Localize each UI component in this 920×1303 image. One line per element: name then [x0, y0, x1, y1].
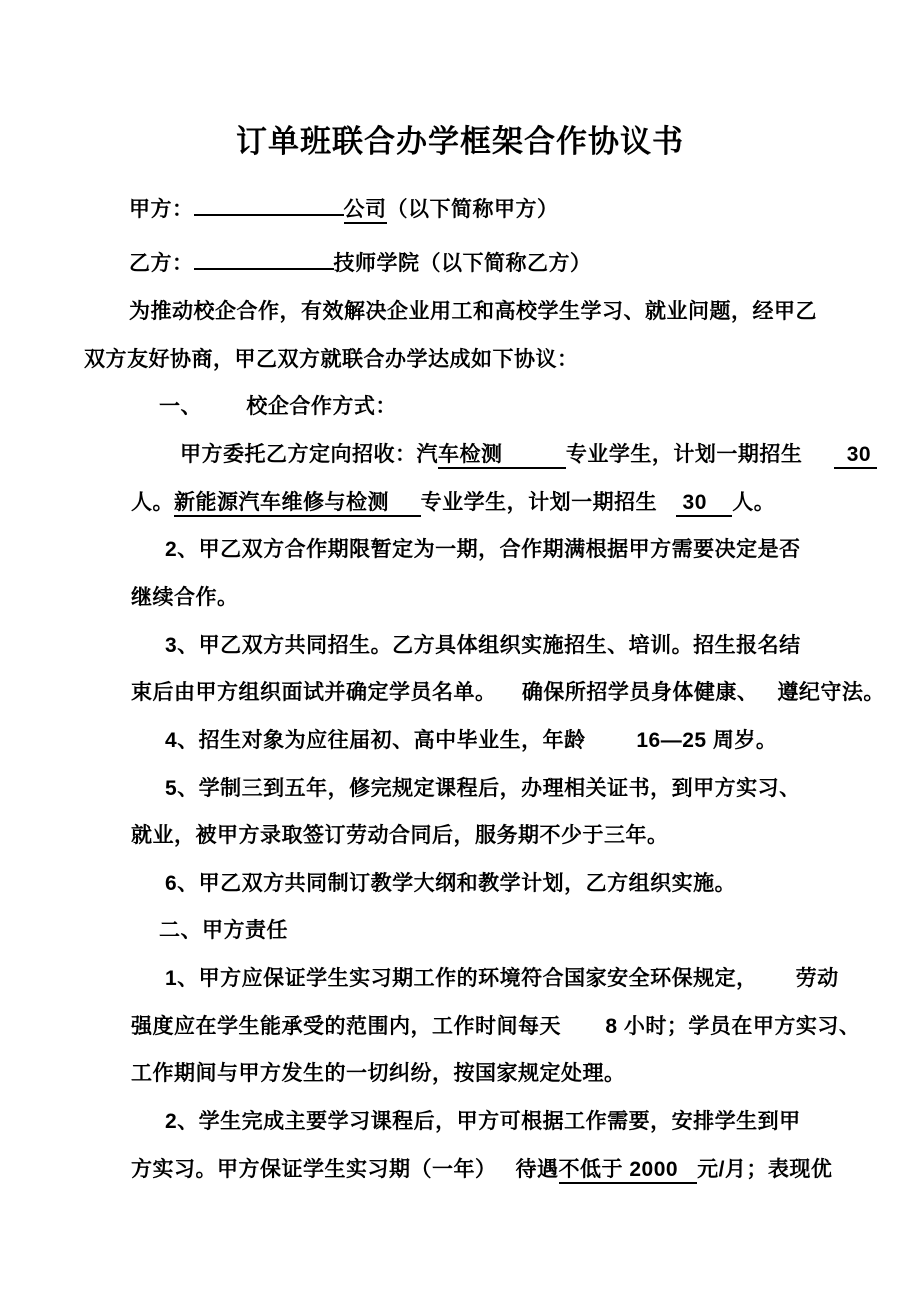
text-line	[131, 584, 239, 612]
text-line	[165, 870, 736, 898]
text-segment: 技师学院（以下简称乙方）	[333, 252, 592, 275]
text-segment: 2、甲乙双方合作期限暂定为一期，合作期满根据甲方需要决定是否	[165, 538, 801, 561]
text-line	[165, 965, 839, 993]
text-segment: 强度应在学生能承受的范围内，工作时间每天 8 小时；学员在甲方实习、	[131, 1015, 861, 1038]
text-line	[129, 250, 592, 278]
text-segment: 甲方：	[129, 198, 194, 221]
text-line	[165, 632, 801, 660]
text-segment: 1、甲方应保证学生实习期工作的环境符合国家安全环保规定， 劳动	[165, 967, 839, 990]
text-line	[131, 1156, 832, 1184]
text-segment: 人。	[131, 491, 174, 514]
text-line	[129, 196, 559, 224]
text-segment: 4、招生对象为应往届初、高中毕业生，年龄 16—25 周岁。	[165, 729, 778, 752]
text-segment: 6、甲乙双方共同制订教学大纲和教学计划，乙方组织实施。	[165, 872, 737, 895]
underlined-text: 30	[676, 491, 732, 517]
fill-in-blank	[194, 250, 334, 270]
text-line	[165, 775, 801, 803]
text-segment: 人。	[732, 491, 776, 514]
underlined-text: 新能源汽车维修与检测	[174, 491, 421, 517]
text-line	[131, 489, 775, 517]
text-segment: 工作期间与甲方发生的一切纠纷，按国家规定处理。	[131, 1062, 626, 1085]
text-line	[129, 298, 817, 326]
text-segment: 3、甲乙双方共同招生。乙方具体组织实施招生、培训。招生报名结	[165, 634, 801, 657]
text-line	[131, 1013, 860, 1041]
text-segment: 就业，被甲方录取签订劳动合同后，服务期不少于三年。	[131, 824, 669, 847]
text-line	[180, 441, 877, 469]
text-segment: 束后由甲方组织面试并确定学员名单。 确保所招学员身体健康、 遵纪守法。	[131, 681, 885, 704]
underlined-text: 不低于 2000	[559, 1158, 698, 1184]
fill-in-blank	[194, 196, 344, 216]
text-segment: 乙方：	[129, 252, 194, 275]
text-line	[165, 1108, 801, 1136]
text-segment: 甲方委托乙方定向招收：汽	[180, 443, 438, 466]
text-segment: 为推动校企合作，有效解决企业用工和高校学生学习、就业问题，经甲乙	[129, 300, 817, 323]
text-segment: （以下简称甲方）	[386, 198, 559, 221]
text-line	[159, 393, 397, 421]
document-title: 订单班联合办学框架合作协议书	[236, 124, 684, 159]
text-line	[165, 727, 777, 755]
text-segment: 专业学生，计划一期招生	[565, 443, 835, 466]
underlined-text: 公司	[344, 198, 387, 224]
text-segment: 一、 校企合作方式：	[159, 395, 397, 418]
text-line	[131, 679, 885, 707]
text-line	[159, 917, 288, 945]
text-segment: 二、甲方责任	[159, 919, 288, 942]
text-segment: 双方友好协商，甲乙双方就联合办学达成如下协议：	[84, 348, 579, 371]
underlined-text: 30	[834, 443, 877, 469]
text-segment: 元/月；表现优	[697, 1158, 833, 1181]
text-line	[131, 1060, 626, 1088]
text-segment: 专业学生，计划一期招生	[420, 491, 677, 514]
underlined-text: 车检测	[438, 443, 566, 469]
text-line	[84, 346, 579, 374]
text-segment: 5、学制三到五年，修完规定课程后，办理相关证书，到甲方实习、	[165, 777, 801, 800]
text-segment: 方实习。甲方保证学生实习期（一年） 待遇	[131, 1158, 559, 1181]
text-segment: 继续合作。	[131, 586, 239, 609]
text-segment: 2、学生完成主要学习课程后，甲方可根据工作需要，安排学生到甲	[165, 1110, 801, 1133]
text-line	[131, 822, 669, 850]
text-line	[165, 536, 801, 564]
